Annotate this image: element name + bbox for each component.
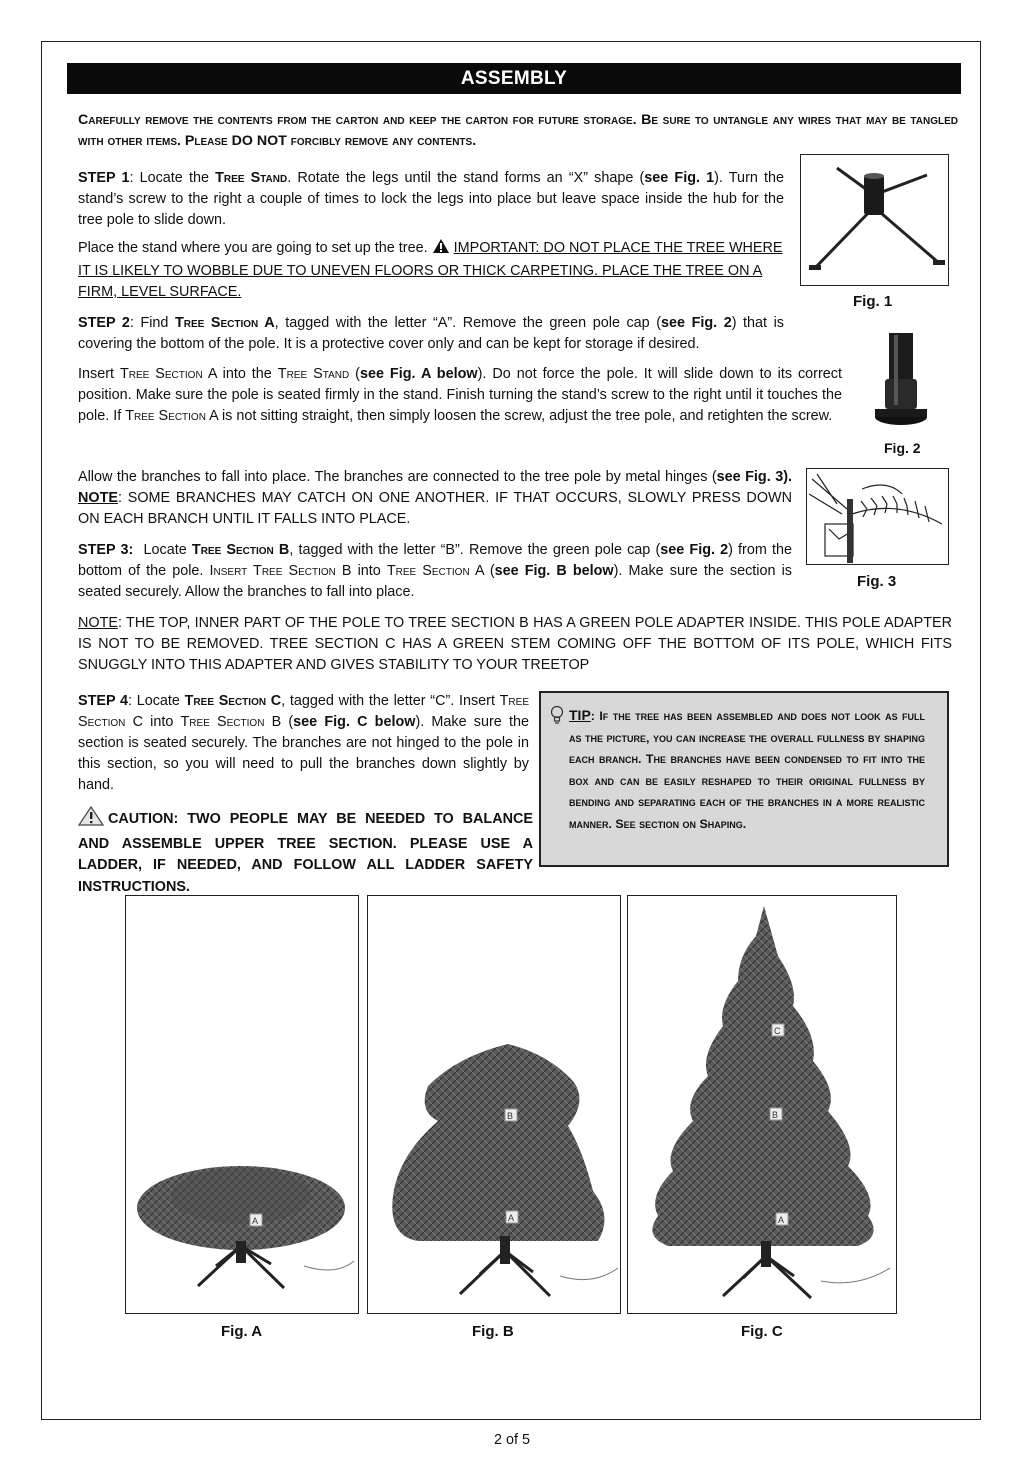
step3-text-e: A ( bbox=[469, 563, 495, 579]
step3-see-fig2: see Fig. 2 bbox=[660, 542, 729, 558]
step2-p2-b: A into the bbox=[202, 366, 278, 382]
step2-section-a: Tree Section A bbox=[174, 315, 275, 331]
caution-paragraph bbox=[78, 806, 533, 898]
tip-text: : If the tree has been assembled and does not look as full as the picture, you can increase the overall fullness by shaping each branch. The branches have been condensed to fit into the box and can be easily reshaped to their original fullness by bending and separating each of the branches in a more realistic manner. See section on Shaping. bbox=[569, 709, 925, 831]
step4-section: Tree Section bbox=[78, 693, 529, 730]
step2-p2-a: Insert bbox=[78, 366, 120, 382]
step2-p2-c: ( bbox=[349, 366, 360, 382]
step2-p2-stand: Tree Stand bbox=[277, 366, 350, 382]
fig-a-photo bbox=[125, 895, 359, 1314]
tag-a2-label: A bbox=[508, 1213, 515, 1223]
intro-text-1: Carefully remove the contents from the carton and keep the carton for future storage. Be sure to untangle any wires that may be tangled with other items. Please bbox=[78, 112, 958, 149]
tag-c-label: C bbox=[774, 1026, 781, 1036]
step4-text-e: ). Make sure the section is seated securely. The branches are not hinged to the pole in this section, so you will need to pull the branches down slightly by hand. bbox=[78, 714, 529, 793]
intro-paragraph bbox=[78, 110, 958, 152]
fig3-caption: Fig. 3 bbox=[857, 573, 897, 590]
note-paragraph bbox=[78, 613, 952, 676]
step2-text-c: ) that is covering the bottom of the pole. It is a protective cover only and can be kept for storage if desired. bbox=[78, 315, 784, 352]
fig-b-caption: Fig. B bbox=[472, 1323, 514, 1340]
step1-important: IMPORTANT: DO NOT PLACE THE TREE WHERE IT IS LIKELY TO WOBBLE DUE TO UNEVEN FLOORS OR THICK CARPETING. PLACE THE TREE ON A FIRM, LEVEL SURFACE. bbox=[78, 240, 783, 300]
fig2-caption: Fig. 2 bbox=[884, 440, 921, 456]
banner-title: ASSEMBLY bbox=[460, 68, 568, 89]
step3-text-d: B into bbox=[335, 563, 387, 579]
fig-b-photo bbox=[367, 895, 621, 1314]
step2-see-fig2: see Fig. 2 bbox=[661, 315, 732, 331]
tip-box bbox=[539, 691, 949, 867]
fig1-caption: Fig. 1 bbox=[853, 293, 893, 310]
step4-see-figc: see Fig. C below bbox=[293, 714, 416, 730]
step4-section2: Tree Section bbox=[180, 714, 265, 730]
branches-text-b: : SOME BRANCHES MAY CATCH ON ONE ANOTHER. IF THAT OCCURS, SLOWLY PRESS DOWN ON EACH BRANCH UNTIL IT FALLS INTO PLACE. bbox=[78, 490, 792, 527]
fig-c-caption: Fig. C bbox=[741, 1323, 783, 1340]
intro-do-not: DO NOT bbox=[231, 133, 287, 149]
tag-a3-label: A bbox=[778, 1215, 785, 1225]
step1-label: STEP 1 bbox=[78, 170, 130, 186]
step3-text-a: Locate bbox=[133, 542, 192, 558]
fig1-image bbox=[800, 154, 949, 286]
step4-section-c: Tree Section C bbox=[184, 693, 282, 709]
step3-section: Tree Section bbox=[386, 563, 470, 579]
section-banner bbox=[67, 63, 961, 94]
step3-text-b: , tagged with the letter “B”. Remove the green pole cap ( bbox=[289, 542, 661, 558]
branches-note-label: NOTE bbox=[78, 490, 118, 506]
step4-label: STEP 4 bbox=[78, 693, 129, 709]
step3-insert: Insert Tree Section bbox=[209, 563, 336, 579]
tip-label: TIP bbox=[569, 707, 591, 723]
fig-c-photo bbox=[627, 895, 897, 1314]
intro-text-2: forcibly remove any contents. bbox=[286, 133, 477, 149]
step2-p2-d: ). Do not force the pole. It will slide down to its correct position. Make sure the pole is seated firmly in the stand. Finish turning the stand’s screw to the right until it touches the pole. If bbox=[78, 366, 842, 424]
page-number: 2 of 5 bbox=[493, 1432, 530, 1448]
step4-text-b: , tagged with the letter “C”. Insert bbox=[281, 693, 500, 709]
step4-text-a: : Locate bbox=[128, 693, 185, 709]
step1-text-a: : Locate the bbox=[129, 170, 216, 186]
step1-placement-paragraph bbox=[78, 238, 784, 303]
step2-text-a: : Find bbox=[129, 315, 175, 331]
step1-paragraph bbox=[78, 168, 784, 231]
step3-section-b: Tree Section B bbox=[191, 542, 290, 558]
warning-icon bbox=[432, 238, 450, 261]
step1-see-fig1: see Fig. 1 bbox=[644, 170, 715, 186]
step2-paragraph bbox=[78, 313, 784, 355]
step4-text-c: C into bbox=[125, 714, 181, 730]
step2-p2-section: Tree Section bbox=[119, 366, 203, 382]
step3-paragraph bbox=[78, 540, 792, 603]
step3-see-figb: see Fig. B below bbox=[494, 563, 614, 579]
step3-text-f: ). Make sure the section is seated securely. Allow the branches to fall into place. bbox=[78, 563, 792, 600]
step2-label: STEP 2 bbox=[78, 315, 130, 331]
fig3-image bbox=[806, 468, 949, 565]
step3-text-c: ) from the bottom of the pole. bbox=[78, 542, 792, 579]
step2-p2-see: see Fig. A below bbox=[359, 366, 478, 382]
step2-text-b: , tagged with the letter “A”. Remove the green pole cap ( bbox=[274, 315, 662, 331]
fig2-image bbox=[872, 333, 932, 428]
branches-see-fig3: see Fig. 3). bbox=[716, 469, 792, 485]
step2-insert-paragraph bbox=[78, 364, 842, 427]
caution-text: CAUTION: TWO PEOPLE MAY BE NEEDED TO BALANCE AND ASSEMBLE UPPER TREE SECTION. PLEASE USE A LADDER, IF NEEDED, AND FOLLOW ALL LADDER SAFETY INSTRUCTIONS. bbox=[78, 811, 533, 895]
fig-a-caption: Fig. A bbox=[221, 1323, 263, 1340]
caution-icon bbox=[78, 806, 104, 834]
step1-text-b: . Rotate the legs until the stand forms an “X” shape ( bbox=[287, 170, 645, 186]
branches-paragraph bbox=[78, 467, 792, 530]
note-label: NOTE bbox=[78, 615, 118, 631]
branches-text-a: Allow the branches to fall into place. The branches are connected to the tree pole by metal hinges ( bbox=[78, 469, 717, 485]
step2-p2-section2: Tree Section bbox=[125, 408, 206, 424]
step1-text-c: ). Turn the stand’s screw to the right a couple of times to lock the legs into place but leave space inside the hub for the tree pole to slide down. bbox=[78, 170, 784, 228]
step1-para2: Place the stand where you are going to set up the tree. bbox=[78, 240, 428, 256]
step4-text-d: B ( bbox=[264, 714, 294, 730]
note-text: : THE TOP, INNER PART OF THE POLE TO TREE SECTION B HAS A GREEN POLE ADAPTER INSIDE. THIS POLE ADAPTER IS NOT TO BE REMOVED. TREE SECTION C HAS A GREEN STEM COMING OFF THE BOTTOM OF ITS POLE, WHICH FITS SNUGGLY INTO THIS ADAPTER AND GIVES STABILITY TO YOUR TREETOP bbox=[78, 615, 952, 673]
tag-b-label: B bbox=[507, 1111, 514, 1121]
step3-label: STEP 3: bbox=[78, 542, 134, 558]
tag-a-label: A bbox=[252, 1216, 259, 1226]
step2-p2-e: A is not sitting straight, then simply loosen the screw, adjust the tree pole, and retighten the screw. bbox=[205, 408, 833, 424]
tag-b2-label: B bbox=[772, 1110, 779, 1120]
step4-paragraph bbox=[78, 691, 529, 796]
lightbulb-icon bbox=[550, 705, 564, 733]
step1-tree-stand: Tree Stand bbox=[215, 170, 288, 186]
